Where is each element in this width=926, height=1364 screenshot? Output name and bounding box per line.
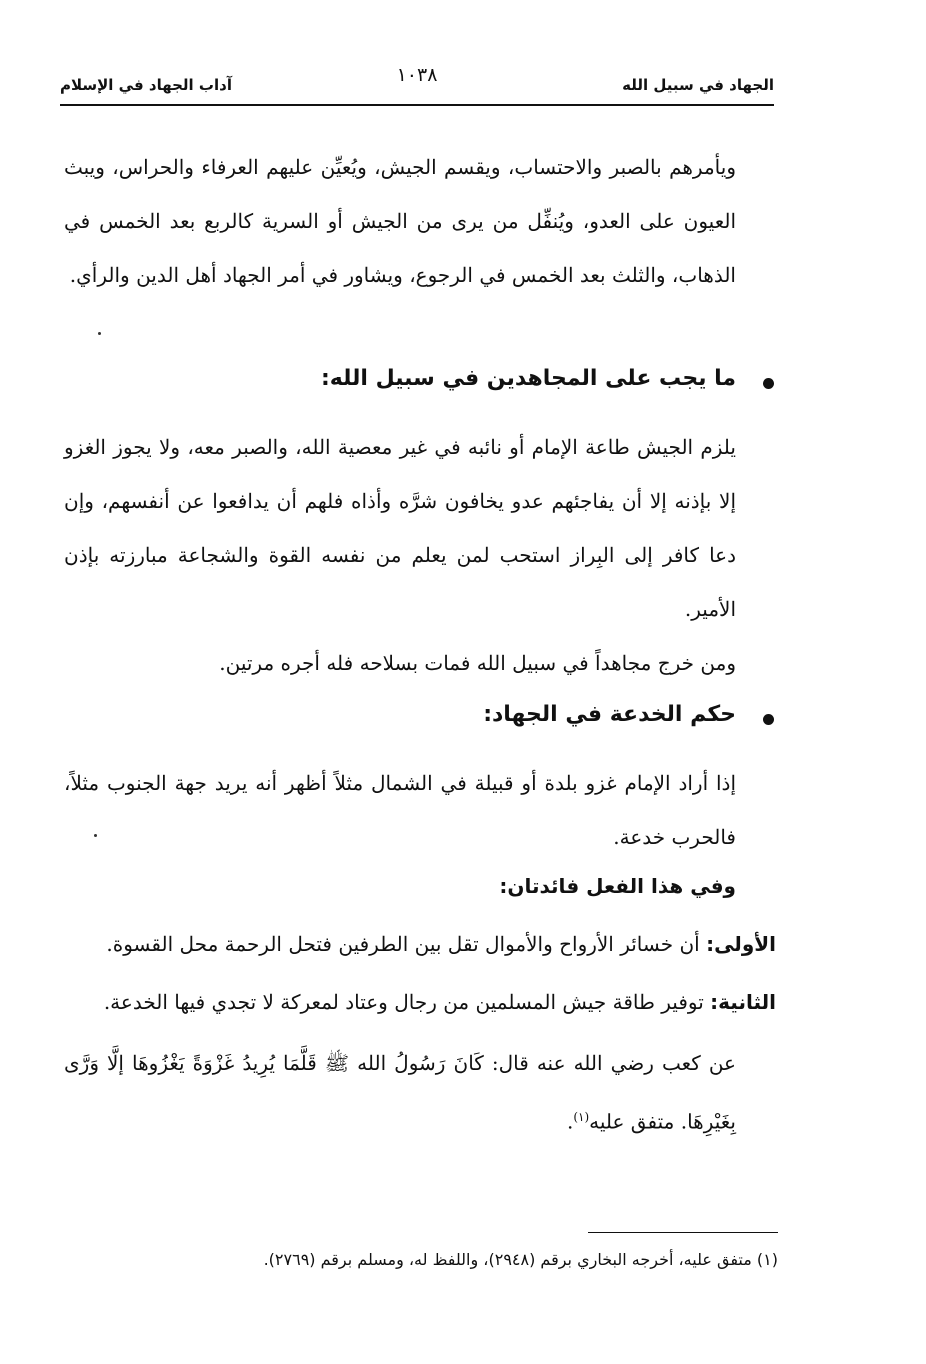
page-number: ١٠٣٨ [396,64,438,86]
hadith-text: عن كعب رضي الله عنه قال: كَانَ رَسُولُ الله ﷺ قَلَّمَا يُرِيدُ غَزْوَةً يَغْزُوهَا إلَّا وَرَّى بِغَيْرِهَا. متفق عليه [64,1051,736,1134]
header-divider [60,104,774,106]
intro-paragraph [64,140,736,302]
section-heading-duties [64,366,774,406]
benefit-second-label: الثانية: [710,990,776,1014]
deception-paragraph [64,756,736,864]
duties-paragraph [64,420,736,636]
benefit-first [64,932,776,956]
benefit-second-text: توفير طاقة جيش المسلمين من رجال وعتاد لمعركة لا تجدي فيها الخدعة. [103,990,704,1014]
deception-text: إذا أراد الإمام غزو بلدة أو قبيلة في الشمال مثلاً أظهر أنه يريد جهة الجنوب مثلاً، فالحرب خدعة. [64,771,736,849]
section-heading-deception [64,702,774,742]
footnote: (١) متفق عليه، أخرجه البخاري برقم (٢٩٤٨)، واللفظ له، ومسلم برقم (٢٧٦٩). [263,1250,778,1269]
martyr-paragraph [64,636,736,690]
header-book-title: الجهاد في سبيل الله [622,76,774,94]
section-heading-deception-text: حكم الخدعة في الجهاد: [483,702,736,727]
footnote-reference[interactable]: (١) [573,1110,590,1124]
benefit-first-label: الأولى: [706,932,776,956]
bullet-icon [763,714,774,725]
benefit-first-text: أن خسائر الأرواح والأموال تقل بين الطرفين فتحل الرحمة محل القسوة. [106,932,700,956]
martyr-text: ومن خرج مجاهداً في سبيل الله فمات بسلاحه فله أجره مرتين. [219,651,736,675]
bullet-icon [763,378,774,389]
duties-text: يلزم الجيش طاعة الإمام أو نائبه في غير معصية الله، والصبر معه، ولا يجوز الغزو إلا بإذنه إلا أن يفاجئهم عدو يخافون شرَّه وأذاه فلهم أن يدافعوا عن أنفسهم، وإن دعا كافر إلى البِراز استحب لمن يعلم من نفسه القوة والشجاعة مبارزته بإذن الأمير. [64,435,736,621]
benefit-second [64,990,776,1014]
intro-text: ويأمرهم بالصبر والاحتساب، ويقسم الجيش، ويُعيِّن عليهم العرفاء والحراس، ويبث العيون على العدو، ويُنفِّل من يرى من الجيش أو السرية كالربع بعد الخمس في الذهاب، والثلث بعد الخمس في الرجوع، ويشاور في أمر الجهاد أهل الدين والرأي. [64,155,736,287]
hadith-end: . [566,1109,574,1134]
footnote-divider [588,1232,778,1233]
section-heading-duties-text: ما يجب على المجاهدين في سبيل الله: [320,366,736,391]
benefits-subheading: وفي هذا الفعل فائدتان: [499,874,736,898]
header-chapter-title: آداب الجهاد في الإسلام [60,76,232,94]
print-speck [98,332,101,335]
hadith-paragraph [64,1036,736,1149]
running-header [60,62,774,106]
print-speck [94,834,97,837]
